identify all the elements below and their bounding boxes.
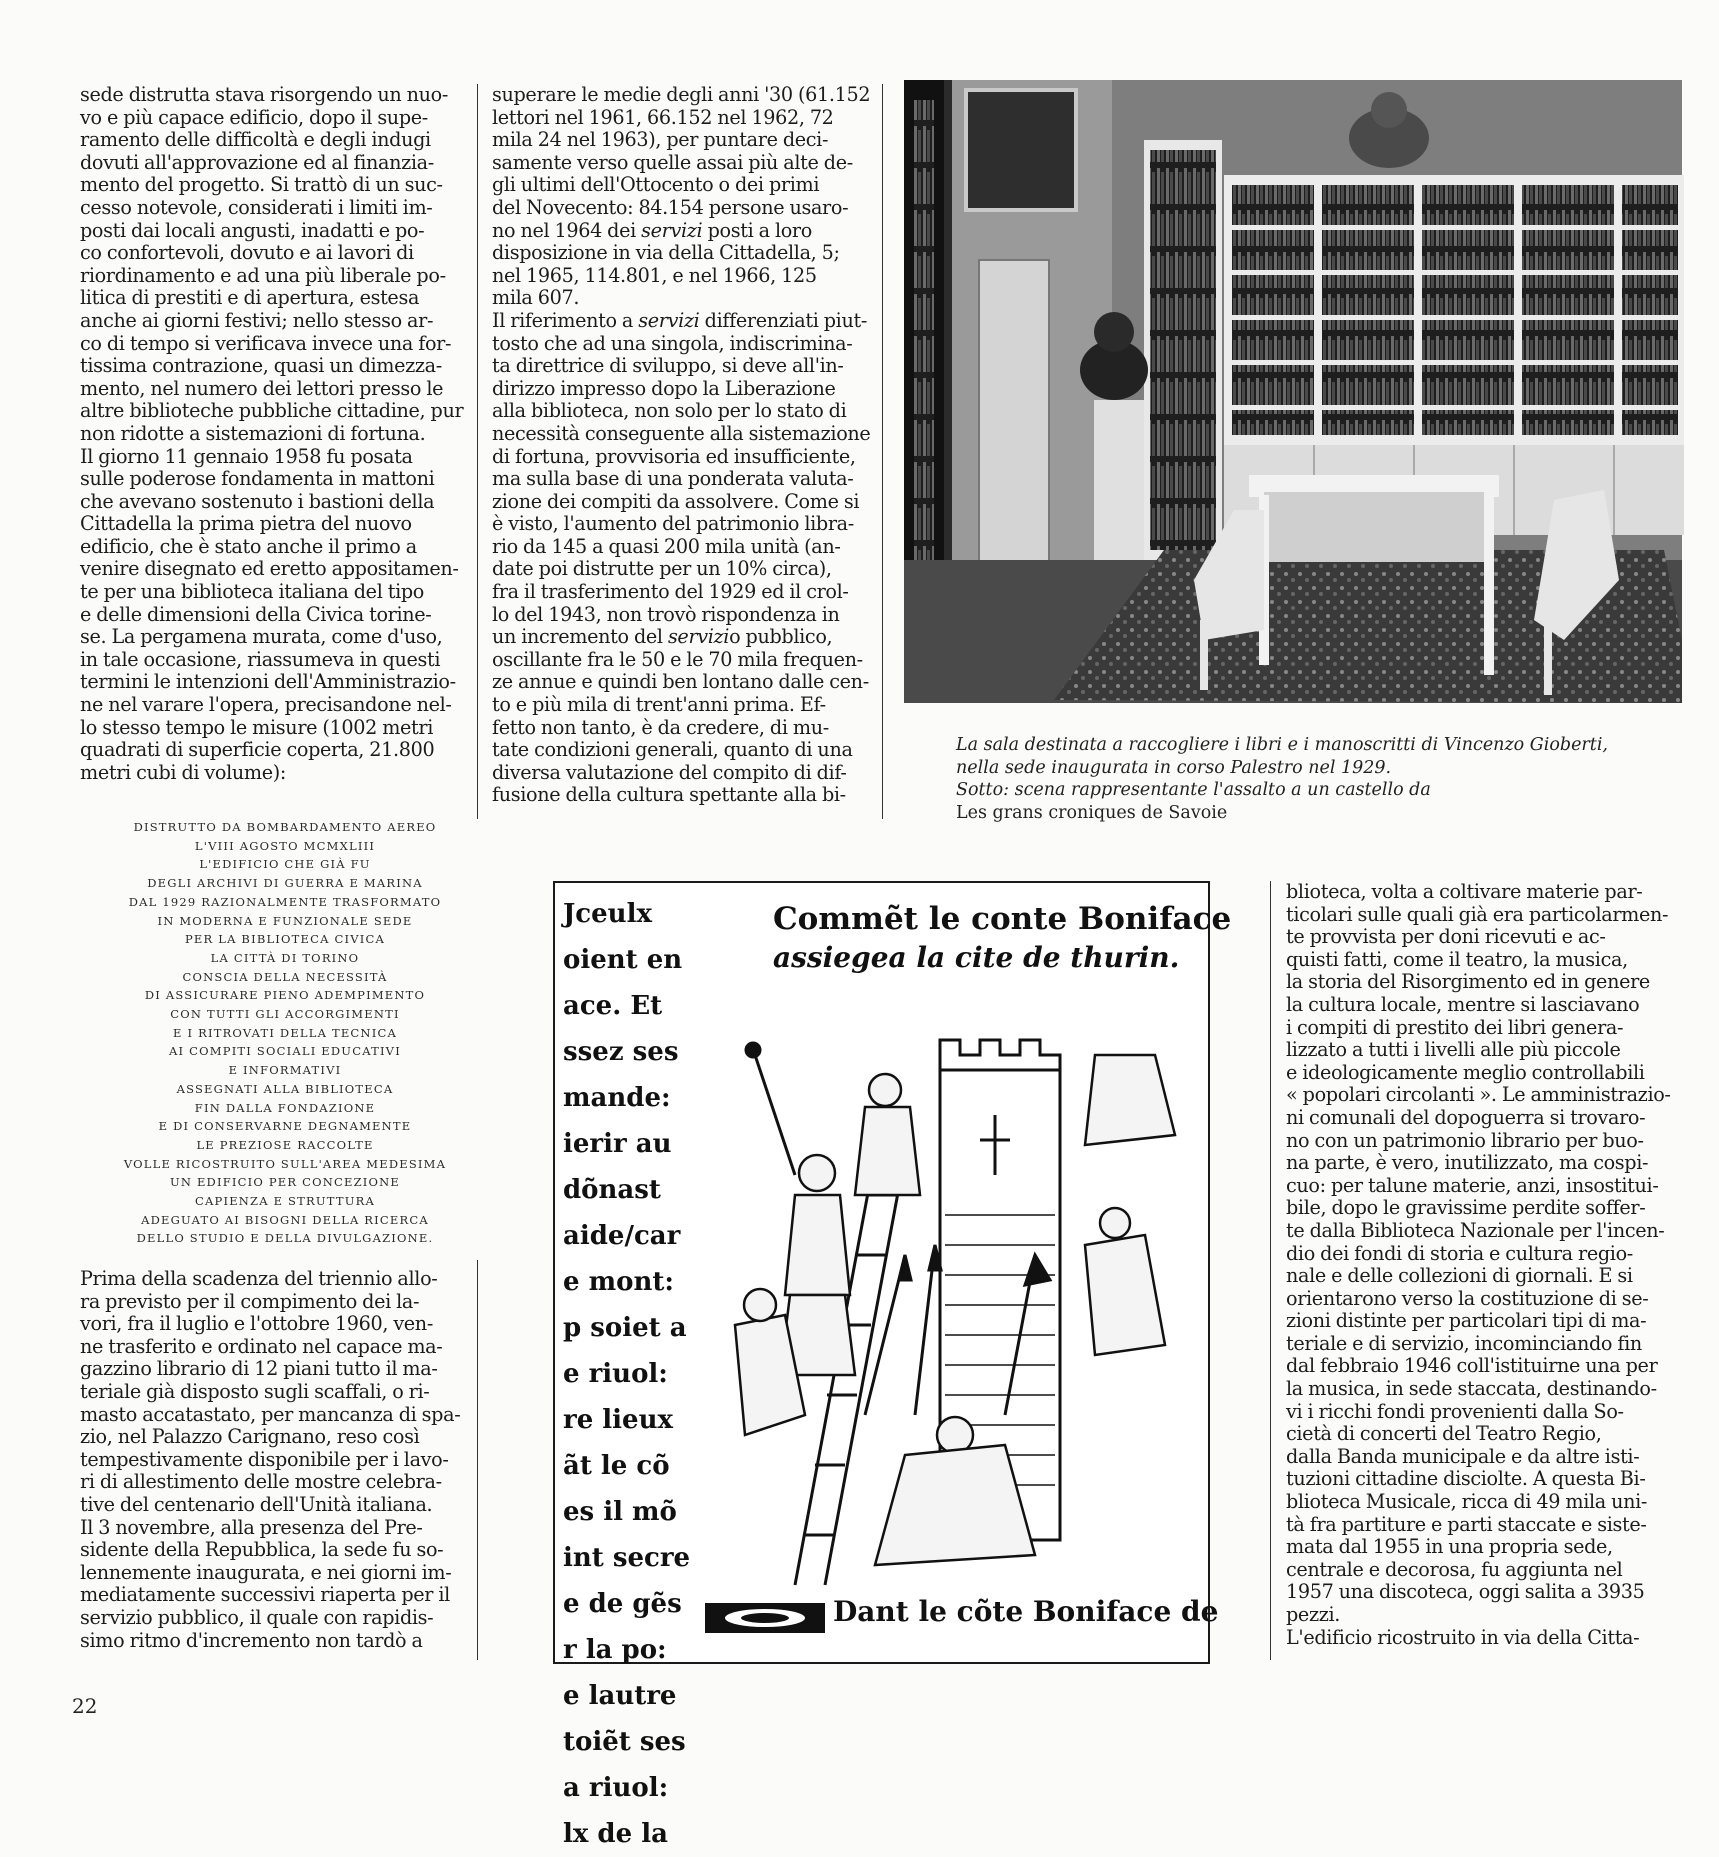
text-line: tuzioni cittadine disciolte. A questa Bi- bbox=[1286, 1467, 1646, 1491]
text-line: servizio pubblico, il quale con rapidis- bbox=[80, 1605, 434, 1629]
text-line: co di tempo si verificava invece una for- bbox=[80, 331, 452, 355]
text-line: Il giorno 11 gennaio 1958 fu posata bbox=[80, 444, 413, 468]
woodcut-text-line: oient en bbox=[563, 945, 683, 975]
inscription-line: E INFORMATIVI bbox=[228, 1063, 342, 1078]
text-line: simo ritmo d'incremento non tardò a bbox=[80, 1628, 423, 1652]
inscription-line: IN MODERNA E FUNZIONALE SEDE bbox=[157, 913, 413, 928]
text-line: rio da 145 a quasi 200 mila unità (an- bbox=[492, 534, 841, 558]
text-line: vo e più capace edificio, dopo il supe- bbox=[80, 105, 428, 129]
text-line: blioteca, volta a coltivare materie par- bbox=[1286, 880, 1643, 903]
text-line: zione dei compiti da assolvere. Come si bbox=[492, 489, 860, 513]
text-line: no con un patrimonio librario per buo- bbox=[1286, 1128, 1644, 1152]
text-line: lo del 1943, non trovò rispondenza in bbox=[492, 602, 840, 626]
inscription-line: ASSEGNATI ALLA BIBLIOTECA bbox=[176, 1081, 394, 1096]
body-text-right bbox=[1286, 881, 1682, 1649]
woodcut-title-line-1: Commẽt le conte Boniface bbox=[773, 901, 1232, 937]
woodcut-text-line: dõnast bbox=[563, 1175, 661, 1205]
text-line: teriale già disposto sugli scaffali, o ri- bbox=[80, 1379, 430, 1403]
inscription-line: E DI CONSERVARNE DEGNAMENTE bbox=[158, 1119, 412, 1134]
inscription-line: AI COMPITI SOCIALI EDUCATIVI bbox=[169, 1044, 401, 1059]
parchment-inscription bbox=[80, 818, 490, 1248]
text-line: fusione della cultura spettante alla bi- bbox=[492, 783, 846, 807]
text-line: tate condizioni generali, quanto di una bbox=[492, 738, 853, 762]
text-line: L'edificio ricostruito in via della Citta- bbox=[1286, 1625, 1640, 1649]
text-line: Il riferimento a servizi differenziati piut- bbox=[492, 308, 867, 332]
woodcut-text-line: e riuol: bbox=[563, 1359, 668, 1389]
text-line: se. La pergamena murata, come d'uso, bbox=[80, 625, 443, 649]
text-line: e ideologicamente meglio controllabili bbox=[1286, 1060, 1645, 1084]
woodcut-text-line: ierir au bbox=[563, 1129, 672, 1159]
text-line: ticolari sulle quali già era particolarmen- bbox=[1286, 902, 1669, 926]
inscription-line: E I RITROVATI DELLA TECNICA bbox=[173, 1025, 397, 1040]
woodcut-title-line-2: assiegea la cite de thurin. bbox=[773, 941, 1180, 974]
text-line: metri cubi di volume): bbox=[80, 760, 286, 784]
text-line: cuo: per talune materie, anzi, insostitui- bbox=[1286, 1173, 1659, 1197]
body-text-left-bottom bbox=[80, 1268, 462, 1652]
text-line: tosto che ad una singola, indiscrimina- bbox=[492, 331, 853, 355]
text-line: e delle dimensioni della Civica torine- bbox=[80, 602, 432, 626]
text-line: pezzi. bbox=[1286, 1603, 1340, 1626]
woodcut-text-line: ãt le cõ bbox=[563, 1451, 670, 1481]
woodcut-text-line: a riuol: bbox=[563, 1773, 669, 1803]
woodcut-text-line: r la po: bbox=[563, 1635, 667, 1665]
text-line: sidente della Repubblica, la sede fu so- bbox=[80, 1538, 444, 1562]
text-line: bile, dopo le gravissime perdite soffer- bbox=[1286, 1196, 1646, 1220]
gioberti-room-photo bbox=[904, 80, 1682, 703]
woodcut-left-text bbox=[563, 891, 690, 1857]
inscription-line: ADEGUATO AI BISOGNI DELLA RICERCA bbox=[141, 1212, 429, 1227]
text-line: oscillante fra le 50 e le 70 mila frequen- bbox=[492, 647, 863, 671]
text-line: cesso notevole, considerati i limiti im- bbox=[80, 195, 433, 219]
text-line: tive del centenario dell'Unità italiana. bbox=[80, 1492, 433, 1516]
text-line: dio dei fondi di storia e cultura regio- bbox=[1286, 1241, 1633, 1265]
inscription-line: FIN DALLA FONDAZIONE bbox=[194, 1100, 376, 1115]
text-line: tissima contrazione, quasi un dimezza- bbox=[80, 354, 442, 378]
text-line: co confortevoli, dovuto e ai lavori di bbox=[80, 241, 414, 265]
text-line: ne trasferito e ordinato nel capace ma- bbox=[80, 1334, 443, 1358]
column-right bbox=[1286, 881, 1682, 1649]
woodcut-battle-scene bbox=[705, 995, 1197, 1595]
text-line: dalla Banda municipale e da altre isti- bbox=[1286, 1444, 1640, 1468]
woodcut-text-line: lx de la bbox=[563, 1819, 668, 1849]
text-line: termini le intenzioni dell'Amministrazio- bbox=[80, 670, 456, 694]
text-line: disposizione in via della Cittadella, 5; bbox=[492, 241, 840, 265]
column-rule-left-bottom bbox=[477, 1260, 478, 1660]
body-text-left-top bbox=[80, 84, 462, 784]
text-line: vi i ricchi fondi provenienti dalla So- bbox=[1286, 1399, 1624, 1423]
text-line: centrale e decorosa, fu aggiunta nel bbox=[1286, 1557, 1623, 1581]
text-line: diversa valutazione del compito di dif- bbox=[492, 760, 847, 784]
inscription-line: DELLO STUDIO E DELLA DIVULGAZIONE. bbox=[136, 1231, 434, 1246]
text-line: te provvista per doni ricevuti e ac- bbox=[1286, 925, 1606, 949]
text-line: zioni distinte per particolari tipi di ma- bbox=[1286, 1309, 1647, 1333]
page-number: 22 bbox=[72, 1694, 98, 1718]
text-line: altre biblioteche pubbliche cittadine, pur bbox=[80, 399, 464, 423]
text-line: tà fra partiture e parti staccate e siste- bbox=[1286, 1512, 1647, 1536]
inscription-line: UN EDIFICIO PER CONCEZIONE bbox=[169, 1175, 401, 1190]
text-line: zio, nel Palazzo Carignano, reso così bbox=[80, 1425, 420, 1449]
text-line: la cultura locale, mentre si lasciavano bbox=[1286, 992, 1640, 1016]
woodcut-text-line: ssez ses bbox=[563, 1037, 679, 1067]
text-line: cietà di concerti del Teatro Regio, bbox=[1286, 1422, 1602, 1446]
text-line: lo stesso tempo le misure (1002 metri bbox=[80, 715, 434, 739]
text-line: na parte, è vero, inutilizzato, ma cospi- bbox=[1286, 1151, 1649, 1175]
text-line: tempestivamente disponibile per i lavo- bbox=[80, 1447, 449, 1471]
text-line: lennemente inaugurata, e nei giorni im- bbox=[80, 1560, 452, 1584]
column-middle bbox=[492, 83, 871, 807]
text-line: vori, fra il luglio e l'ottobre 1960, ven- bbox=[80, 1312, 433, 1336]
text-line: riordinamento e ad una più liberale po- bbox=[80, 263, 446, 287]
text-line: mila 607. bbox=[492, 286, 580, 310]
inscription-line: VOLLE RICOSTRUITO SULL'AREA MEDESIMA bbox=[123, 1156, 447, 1171]
text-line: to e più mila di trent'anni prima. Ef- bbox=[492, 693, 826, 717]
text-line: ta direttrice di sviluppo, si deve all'in- bbox=[492, 354, 844, 378]
inscription-line: DISTRUTTO DA BOMBARDAMENTO AEREO bbox=[133, 820, 437, 834]
text-line: venire disegnato ed eretto appositamen- bbox=[80, 557, 459, 581]
text-line: orientarono verso la costituzione di se- bbox=[1286, 1286, 1649, 1310]
text-line: no nel 1964 dei servizi posti a loro bbox=[492, 218, 812, 242]
text-line: fra il trasferimento del 1929 ed il crol- bbox=[492, 580, 849, 604]
text-line: mila 24 nel 1963), per puntare deci- bbox=[492, 128, 829, 152]
text-line: fetto non tanto, è da credere, di mu- bbox=[492, 715, 829, 739]
woodcut-ornament-icon bbox=[705, 1603, 825, 1633]
text-line: mata dal 1955 in una propria sede, bbox=[1286, 1535, 1613, 1559]
text-line: che avevano sostenuto i bastioni della bbox=[80, 489, 435, 513]
text-line: dal febbraio 1946 coll'istituirne una per bbox=[1286, 1354, 1658, 1378]
text-line: gazzino librario di 12 piani tutto il ma- bbox=[80, 1357, 438, 1381]
inscription-line: LE PREZIOSE RACCOLTE bbox=[196, 1137, 374, 1152]
column-rule-middle bbox=[882, 84, 883, 819]
text-line: di fortuna, provvisoria ed insufficiente, bbox=[492, 444, 856, 468]
column-rule-right bbox=[1270, 881, 1271, 1660]
text-line: quadrati di superficie coperta, 21.800 bbox=[80, 738, 435, 762]
text-line: « popolari circolanti ». Le amministrazio- bbox=[1286, 1083, 1671, 1107]
text-line: è visto, l'aumento del patrimonio libra- bbox=[492, 512, 854, 536]
woodcut-text-line: e lautre bbox=[563, 1681, 677, 1711]
woodcut-text-line: e de gẽs bbox=[563, 1589, 682, 1619]
text-line: Cittadella la prima pietra del nuovo bbox=[80, 512, 412, 536]
text-line: samente verso quelle assai più alte de- bbox=[492, 150, 853, 174]
inscription-line: L'VIII AGOSTO MCMXLIII bbox=[194, 838, 376, 853]
woodcut-text-line: Jceulx bbox=[563, 899, 652, 929]
text-line: superare le medie degli anni '30 (61.152 bbox=[492, 83, 871, 106]
text-line: lizzato a tutti i livelli alle più piccole bbox=[1286, 1038, 1621, 1062]
inscription-line: DEGLI ARCHIVI DI GUERRA E MARINA bbox=[147, 876, 423, 891]
text-line: posti dai locali angusti, inadatti e po- bbox=[80, 218, 425, 242]
text-line: mento del progetto. Si trattò di un suc- bbox=[80, 173, 443, 197]
text-line: masto accatastato, per mancanza di spa- bbox=[80, 1402, 461, 1426]
text-line: te dalla Biblioteca Nazionale per l'incen- bbox=[1286, 1218, 1665, 1242]
photo-caption bbox=[956, 734, 1686, 824]
inscription-line: CAPIENZA E STRUTTURA bbox=[195, 1194, 375, 1209]
woodcut-text-line: toiẽt ses bbox=[563, 1727, 686, 1757]
woodcut-text-line: p soiet a bbox=[563, 1313, 687, 1343]
inscription-line: PER LA BIBLIOTECA CIVICA bbox=[184, 932, 385, 947]
text-line: lettori nel 1961, 66.152 nel 1962, 72 bbox=[492, 105, 834, 129]
woodcut-text-line: ace. Et bbox=[563, 991, 663, 1021]
text-line: mento, nel numero dei lettori presso le bbox=[80, 376, 444, 400]
woodcut-text-line: e mont: bbox=[563, 1267, 674, 1297]
text-line: ni comunali del dopoguerra si trovaro- bbox=[1286, 1105, 1646, 1129]
text-line: quisti fatti, come il teatro, la musica, bbox=[1286, 947, 1628, 971]
text-line: Prima della scadenza del triennio allo- bbox=[80, 1267, 438, 1290]
text-line: litica di prestiti e di apertura, estesa bbox=[80, 286, 420, 310]
text-line: nale e delle collezioni di giornali. E si bbox=[1286, 1264, 1633, 1288]
column-left-bottom bbox=[80, 1268, 462, 1652]
text-line: sede distrutta stava risorgendo un nuo- bbox=[80, 83, 449, 106]
text-line: non ridotte a sistemazioni di fortuna. bbox=[80, 421, 426, 445]
text-line: Il 3 novembre, alla presenza del Pre- bbox=[80, 1515, 423, 1539]
text-line: un incremento del servizio pubblico, bbox=[492, 625, 833, 649]
text-line: sulle poderose fondamenta in mattoni bbox=[80, 467, 435, 491]
inscription-line: DI ASSICURARE PIENO ADEMPIMENTO bbox=[144, 988, 426, 1003]
woodcut-text-line: mande: bbox=[563, 1083, 671, 1113]
text-line: ra previsto per il compimento dei la- bbox=[80, 1289, 420, 1313]
text-line: mediatamente successivi riaperta per il bbox=[80, 1583, 450, 1607]
caption-line-1: La sala destinata a raccogliere i libri e i manoscritti di Vincenzo Gioberti, bbox=[956, 735, 1608, 755]
text-line: ramento delle difficoltà e degli indugi bbox=[80, 128, 431, 152]
inscription-line: L'EDIFICIO CHE GIÀ FU bbox=[199, 857, 371, 872]
column-left bbox=[80, 84, 462, 784]
text-line: nel 1965, 114.801, e nel 1966, 125 bbox=[492, 263, 817, 287]
woodcut-text-line: es il mõ bbox=[563, 1497, 677, 1527]
text-line: teriale e di servizio, incominciando fin bbox=[1286, 1331, 1642, 1355]
text-line: edificio, che è stato anche il primo a bbox=[80, 534, 417, 558]
text-line: dovuti all'approvazione ed al finanzia- bbox=[80, 150, 434, 174]
woodcut-text-line: aide/car bbox=[563, 1221, 681, 1251]
text-line: ri di allestimento delle mostre celebra- bbox=[80, 1470, 442, 1494]
text-line: la storia del Risorgimento ed in genere bbox=[1286, 970, 1650, 994]
woodcut-bottom-line: Dant le cõte Boniface de bbox=[833, 1595, 1219, 1628]
text-line: ma sulla base di una ponderata valuta- bbox=[492, 467, 854, 491]
woodcut-illustration bbox=[553, 881, 1232, 1849]
text-line: blioteca Musicale, ricca di 49 mila uni- bbox=[1286, 1490, 1648, 1514]
inscription-line: LA CITTÀ DI TORINO bbox=[210, 950, 360, 965]
text-line: dirizzo impresso dopo la Liberazione bbox=[492, 376, 836, 400]
woodcut-text-line: re lieux bbox=[563, 1405, 673, 1435]
text-line: in tale occasione, riassumeva in questi bbox=[80, 647, 441, 671]
text-line: ne nel varare l'opera, precisandone nel- bbox=[80, 693, 452, 717]
column-rule-left bbox=[477, 84, 478, 819]
text-line: necessità conseguente alla sistemazione bbox=[492, 421, 871, 445]
body-text-middle bbox=[492, 83, 871, 807]
text-line: te per una biblioteca italiana del tipo bbox=[80, 580, 425, 604]
text-line: date poi distrutte per un 10% circa), bbox=[492, 557, 832, 581]
text-line: del Novecento: 84.154 persone usaro- bbox=[492, 195, 849, 219]
inscription-line: DAL 1929 RAZIONALMENTE TRASFORMATO bbox=[128, 894, 442, 909]
caption-line-2: nella sede inaugurata in corso Palestro nel 1929. bbox=[956, 757, 1392, 778]
text-line: 1957 una discoteca, oggi salita a 3935 bbox=[1286, 1580, 1645, 1604]
text-line: gli ultimi dell'Ottocento o dei primi bbox=[492, 173, 820, 197]
woodcut-text-line: int secre bbox=[563, 1543, 691, 1573]
inscription-line: CON TUTTI GLI ACCORGIMENTI bbox=[170, 1007, 400, 1022]
text-line: alla biblioteca, non solo per lo stato di bbox=[492, 399, 847, 423]
caption-line-3: Sotto: scena rappresentante l'assalto a un castello da bbox=[956, 780, 1431, 801]
text-line: i compiti di prestito dei libri genera- bbox=[1286, 1015, 1624, 1039]
caption-line-4: Les grans croniques de Savoie bbox=[956, 802, 1228, 823]
text-line: anche ai giorni festivi; nello stesso ar- bbox=[80, 308, 434, 332]
text-line: ze annue e quindi ben lontano dalle cen- bbox=[492, 670, 869, 694]
inscription-line: CONSCIA DELLA NECESSITÀ bbox=[182, 969, 388, 984]
text-line: la musica, in sede staccata, destinando- bbox=[1286, 1377, 1657, 1401]
